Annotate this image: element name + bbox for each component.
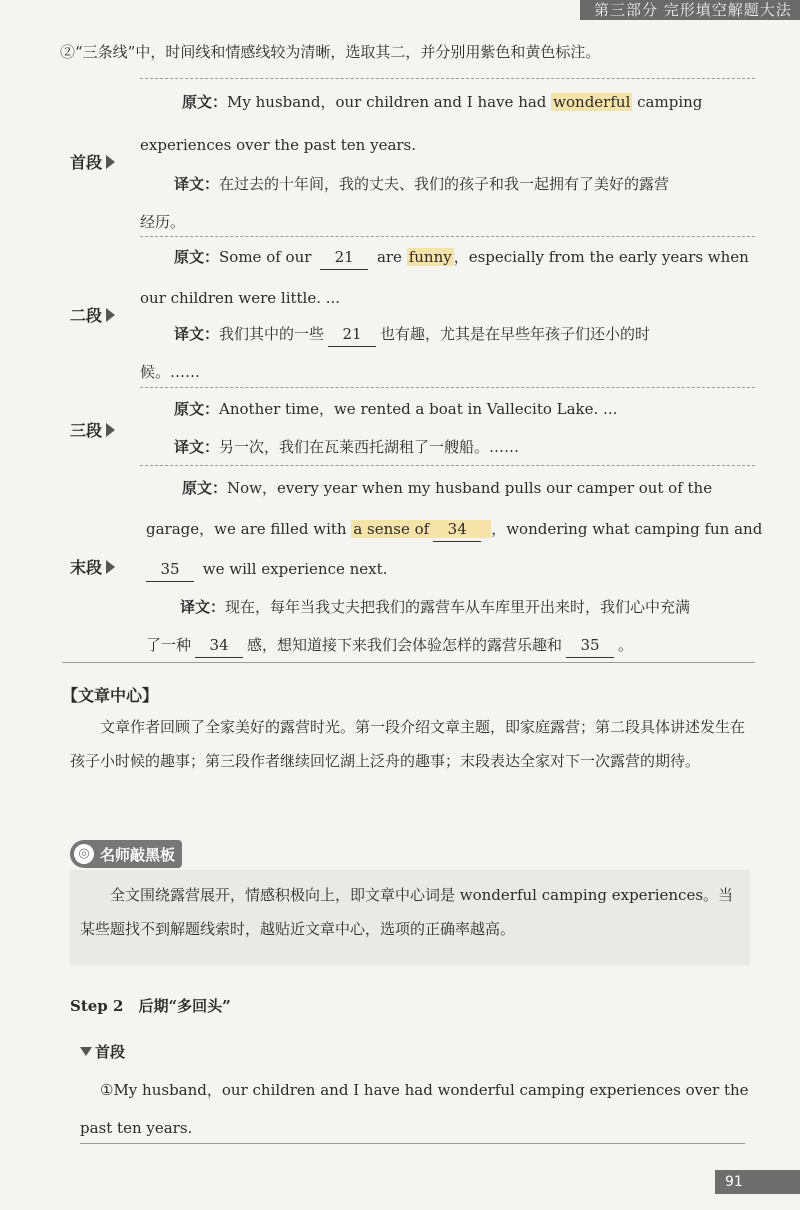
original-line: 原文：Now，every year when my husband pulls our camper out of the	[182, 479, 713, 497]
original-line: 原文：My husband，our children and I have had wonderful camping	[182, 93, 703, 111]
emblem-icon: ◎	[74, 844, 94, 864]
teacher-note-text: 全文围绕露营展开，情感积极向上，即文章中心词是 wonderful camping experiences。当某些题找不到解题线索时，越贴近文章中心，选项的正确率越高。	[80, 886, 734, 938]
divider	[140, 78, 755, 79]
teacher-badge: ◎ 名师敲黑板	[70, 840, 182, 868]
translation-line: 经历。	[140, 213, 186, 231]
answer-blank-35: 35	[146, 557, 194, 582]
translation-line: 候。……	[140, 363, 201, 381]
section-label-1: 首段	[70, 150, 115, 173]
answer-blank-21: 21	[328, 322, 376, 347]
chapter-header: 第三部分 完形填空解题大法	[580, 0, 800, 20]
triangle-down-icon	[80, 1047, 92, 1056]
answer-blank-21: 21	[320, 245, 368, 270]
translation-line: 译文：在过去的十年间，我的丈夫、我们的孩子和我一起拥有了美好的露营	[174, 175, 670, 193]
triangle-right-icon	[106, 155, 115, 169]
step2-line: past ten years.	[80, 1119, 193, 1137]
step2-sub-label: 首段	[80, 1041, 125, 1062]
divider	[80, 1143, 745, 1144]
answer-blank-34: 34	[433, 517, 481, 542]
divider	[140, 465, 755, 466]
section-label-3: 三段	[70, 418, 115, 441]
article-center-text: 文章作者回顾了全家美好的露营时光。第一段介绍文章主题，即家庭露营；第二段具体讲述发生在孩子小时候的趣事；第三段作者继续回忆湖上泛舟的趣事；末段表达全家对下一次露营的期待。	[70, 718, 746, 770]
answer-blank-35: 35	[566, 633, 614, 658]
translation-line: 译文：另一次，我们在瓦莱西托湖租了一艘船。……	[174, 438, 520, 456]
intro-text: ②“三条线”中，时间线和情感线较为清晰，选取其二，并分别用紫色和黄色标注。	[60, 43, 601, 61]
answer-blank-34: 34	[195, 633, 243, 658]
original-line: garage，we are filled with a sense of 34 ，wondering what camping fun and	[146, 517, 762, 542]
triangle-right-icon	[106, 308, 115, 322]
page-number: 91	[715, 1170, 800, 1194]
triangle-right-icon	[106, 560, 115, 574]
section-label-4: 末段	[70, 555, 115, 578]
triangle-right-icon	[106, 423, 115, 437]
divider	[140, 236, 755, 237]
section-label-2: 二段	[70, 303, 115, 326]
original-line: experiences over the past ten years.	[140, 136, 417, 154]
step2-title: Step 2 后期“多回头”	[70, 997, 231, 1015]
original-line: 原文：Another time，we rented a boat in Vallecito Lake. ...	[174, 400, 618, 418]
translation-line: 译文：我们其中的一些 21 也有趣，尤其是在早些年孩子们还小的时	[174, 322, 650, 347]
step2-line: ①My husband，our children and I have had wonderful camping experiences over the	[100, 1081, 749, 1099]
divider	[62, 662, 755, 663]
divider	[140, 387, 755, 388]
original-line: 35 we will experience next.	[146, 557, 387, 582]
original-line: our children were little. ...	[140, 289, 341, 307]
translation-line: 译文：现在，每年当我丈夫把我们的露营车从车库里开出来时，我们心中充满	[180, 598, 691, 616]
translation-line: 了一种 34 感，想知道接下来我们会体验怎样的露营乐趣和 35 。	[146, 633, 633, 658]
article-center-title: 【文章中心】	[62, 686, 159, 705]
original-line: 原文：Some of our 21 are funny ，especially from the early years when	[174, 245, 749, 270]
